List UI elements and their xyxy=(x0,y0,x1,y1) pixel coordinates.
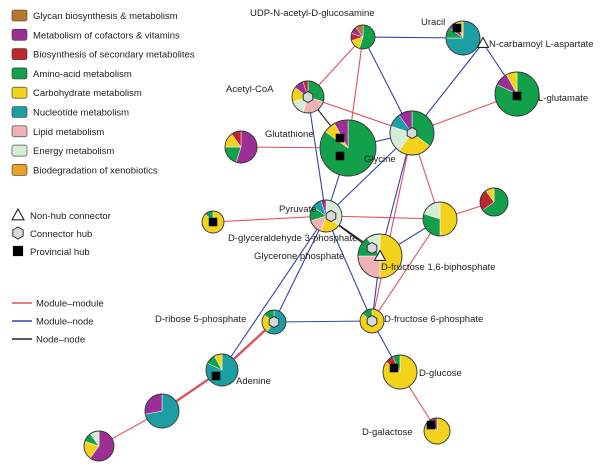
node-bottom xyxy=(84,431,114,461)
role-marker-acetylcoa xyxy=(303,92,313,103)
legend-swatch-cofactor xyxy=(12,29,27,40)
square-icon xyxy=(513,92,522,101)
role-marker-glutamate xyxy=(513,92,522,101)
node-label-ncarb: N-carbamoyl L-aspartate xyxy=(489,39,594,50)
node-label-ribose: D-ribose 5-phosphate xyxy=(155,314,247,325)
legend-swatch-amino xyxy=(12,68,27,79)
legend-item-glycan xyxy=(12,10,178,22)
square-icon xyxy=(453,24,462,33)
node-label-galactose: D-galactose xyxy=(362,427,413,438)
legend-swatch-xeno xyxy=(12,164,27,175)
edge-pyruvate-gap xyxy=(213,216,326,222)
legend-label-amino: Amino-acid metabolism xyxy=(33,68,132,80)
node-uracil xyxy=(446,21,480,55)
legend-item-xeno xyxy=(12,164,158,176)
legend-swatch-lipid xyxy=(12,126,27,137)
node-midright xyxy=(423,202,457,236)
legend-swatch-nucleotide xyxy=(12,107,27,118)
square-icon xyxy=(427,421,436,430)
legend-swatch-glycan xyxy=(12,10,27,21)
node-glutathione xyxy=(320,120,376,176)
node-glucose xyxy=(383,355,417,389)
edge-pyruvate-ribose xyxy=(274,216,326,322)
node-adenine xyxy=(206,354,238,386)
legend-swatch-secondary xyxy=(12,49,27,60)
legend-label-glycan: Glycan biosynthesis & metabolism xyxy=(33,11,178,22)
hexagon-icon xyxy=(367,316,377,327)
node-label-f6p: D-fructose 6-phosphate xyxy=(384,314,484,325)
hexagon-icon xyxy=(407,128,417,139)
node-label-uracil: Uracil xyxy=(421,17,446,28)
node-label-gap: D-glyceraldehyde 3-phosphate xyxy=(228,233,358,244)
legend-item-lipid xyxy=(12,126,104,138)
role-marker-gap xyxy=(209,218,218,227)
square-icon xyxy=(336,134,345,143)
node-teal xyxy=(145,394,179,428)
node-label-glycine: Glycine xyxy=(364,154,396,165)
legend-item-amino xyxy=(12,68,132,80)
node-label-adenine: Adenine xyxy=(236,376,271,387)
role-legend-label-provincial: Provincial hub xyxy=(30,247,90,258)
node-label-glycerone: Glycerone phosphate xyxy=(254,251,345,262)
role-marker-f6p xyxy=(367,316,377,327)
legend-label-cofactor: Metabolism of cofactors & vitamins xyxy=(33,30,180,42)
role-marker-glucose xyxy=(390,364,399,373)
node-farright xyxy=(480,188,508,216)
node-label-acetylcoa: Acetyl-CoA xyxy=(226,84,274,95)
node-udp xyxy=(351,25,375,49)
triangle-icon xyxy=(12,209,24,220)
node-label-udp: UDP-N-acetyl-D-glucosamine xyxy=(250,8,375,19)
node-label-glutathione: Glutathione xyxy=(265,129,314,140)
role-legend-provincial xyxy=(13,246,90,258)
legend-item-nucleotide xyxy=(12,107,129,119)
role-marker-glycine xyxy=(336,152,345,161)
hexagon-icon xyxy=(303,92,313,103)
hexagon-icon xyxy=(367,243,377,254)
link-legend-label-mm: Module–module xyxy=(36,298,104,310)
edge-ribose-f6p xyxy=(274,321,372,322)
legend-label-nucleotide: Nucleotide metabolism xyxy=(33,107,130,119)
legend xyxy=(12,10,195,346)
node-cofnode xyxy=(225,131,257,163)
link-legend-label-mn: Module–node xyxy=(36,316,94,328)
legend-label-secondary: Biosynthesis of secondary metabolites xyxy=(33,49,195,61)
legend-item-secondary xyxy=(12,49,195,61)
role-marker-glycerone xyxy=(367,243,377,254)
legend-swatch-energy xyxy=(12,145,27,156)
role-legend-label-nonhub: Non-hub connector xyxy=(30,211,111,222)
legend-item-cofactor xyxy=(12,29,180,41)
hexagon-icon xyxy=(326,211,336,222)
role-marker-hubright xyxy=(407,128,417,139)
legend-item-energy xyxy=(12,145,114,157)
node-label-fbp: D-fructose 1,6-biphosphate xyxy=(381,262,496,273)
role-legend-nonhub xyxy=(12,209,111,222)
hexagon-icon xyxy=(13,227,23,239)
role-marker-galactose xyxy=(427,421,436,430)
square-icon xyxy=(390,364,399,373)
square-icon xyxy=(212,372,221,381)
role-marker-pyruvate xyxy=(326,211,336,222)
role-legend-connector xyxy=(13,227,93,240)
legend-label-lipid: Lipid metabolism xyxy=(33,126,105,138)
legend-swatch-carb xyxy=(12,87,27,98)
role-legend-label-connector: Connector hub xyxy=(30,229,93,240)
slice-teal-cofactor xyxy=(145,394,162,414)
role-marker-ribose xyxy=(269,317,279,328)
square-icon xyxy=(13,246,23,256)
legend-label-energy: Energy metabolism xyxy=(33,146,115,158)
link-legend-mn xyxy=(12,317,94,328)
link-legend-label-nn: Node–node xyxy=(36,334,86,346)
square-icon xyxy=(209,218,218,227)
role-marker-adenine xyxy=(212,372,221,381)
square-icon xyxy=(336,152,345,161)
legend-label-xeno: Biodegradation of xenobiotics xyxy=(33,165,158,177)
link-legend-mm xyxy=(12,299,104,310)
link-legend-nn xyxy=(12,335,85,346)
slice-midright-carb xyxy=(440,202,457,236)
legend-label-carb: Carbohydrate metabolism xyxy=(33,88,142,100)
node-label-glucose: D-glucose xyxy=(419,368,462,379)
node-label-pyruvate: Pyruvate xyxy=(279,204,317,215)
role-marker-uracil xyxy=(453,24,462,33)
role-marker-glutathione xyxy=(336,134,345,143)
node-label-glutamate: L-glutamate xyxy=(538,93,589,104)
legend-item-carb xyxy=(12,87,142,99)
hexagon-icon xyxy=(269,317,279,328)
